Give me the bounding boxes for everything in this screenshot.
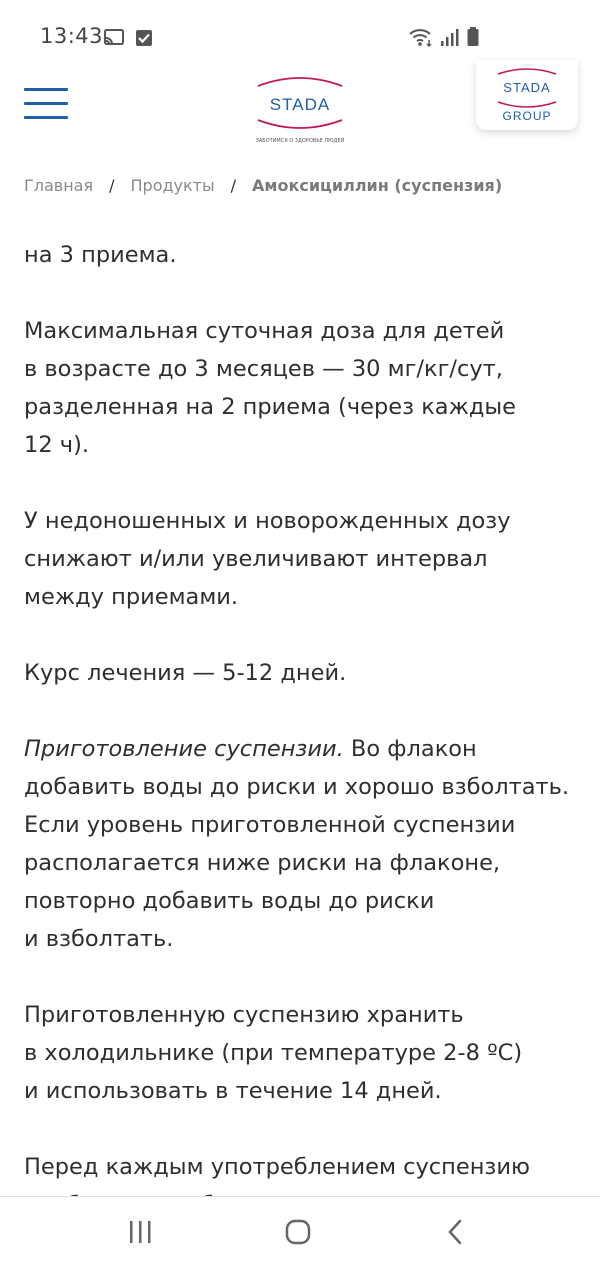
paragraph-premature (24, 502, 584, 616)
text-line: Приготовленную суспензию хранить (24, 1002, 464, 1028)
menu-line-icon (24, 116, 68, 119)
paragraph-preparation (24, 730, 584, 958)
home-button[interactable] (278, 1215, 318, 1249)
stada-group-logo[interactable] (476, 60, 578, 130)
text-line: в холодильнике (при температуре 2-8 ºC) (24, 1040, 523, 1066)
hamburger-menu-button[interactable] (24, 88, 68, 120)
battery-icon (466, 26, 480, 52)
text-line: Максимальная суточная доза для детей (24, 318, 505, 344)
text-line: У недоношенных и новорожденных дозу (24, 508, 511, 534)
text-line: и взболтать. (24, 926, 174, 952)
paragraph-dosing-end (24, 236, 584, 274)
back-button[interactable] (436, 1215, 476, 1249)
system-navigation-bar (0, 1196, 600, 1266)
breadcrumb-home-link[interactable]: Главная (24, 176, 94, 195)
text-line: Курс лечения — 5-12 дней. (24, 660, 347, 686)
recent-apps-icon (120, 1215, 160, 1249)
group-logo-line1: STADA (503, 80, 551, 95)
text-line: Перед каждым употреблением суспензию (24, 1154, 530, 1180)
recent-apps-button[interactable] (120, 1215, 160, 1249)
logo-text: STADA (269, 95, 331, 114)
logo-tagline: ЗАБОТИМСЯ О ЗДОРОВЬЕ ЛЮДЕЙ (255, 138, 345, 144)
breadcrumb-separator: / (230, 176, 237, 195)
product-description (24, 210, 584, 1198)
status-icons-right (408, 26, 480, 52)
group-logo-line2: GROUP (502, 109, 552, 123)
paragraph-max-dose (24, 312, 584, 464)
status-time: 13:43 (40, 24, 104, 48)
text-fragment: Во флакон (343, 736, 477, 762)
cast-icon (103, 28, 125, 52)
stada-logo[interactable] (248, 68, 352, 146)
text-line: Если уровень приготовленной суспензии (24, 812, 516, 838)
breadcrumb-products-link[interactable]: Продукты (130, 176, 215, 195)
site-header (0, 60, 600, 150)
status-icons-left (103, 28, 153, 52)
paragraph-course (24, 654, 584, 692)
breadcrumb (24, 176, 502, 195)
back-icon (436, 1215, 476, 1249)
paragraph-storage (24, 996, 584, 1110)
text-line: 12 ч). (24, 432, 90, 458)
home-icon (278, 1215, 318, 1249)
menu-line-icon (24, 88, 68, 91)
text-line: на 3 приема. (24, 242, 177, 268)
text-line: разделенная на 2 приема (через каждые (24, 394, 517, 420)
text-line: повторно добавить воды до риски (24, 888, 435, 914)
breadcrumb-separator: / (109, 176, 115, 195)
menu-line-icon (24, 102, 68, 105)
wifi-icon (408, 26, 434, 52)
text-line: и использовать в течение 14 дней. (24, 1078, 442, 1104)
text-line: располагается ниже риски на флаконе, (24, 850, 501, 876)
checkbox-icon (135, 28, 153, 52)
signal-icon (440, 27, 460, 51)
breadcrumb-current: Амоксициллин (суспензия) (252, 176, 503, 195)
text-line: в возрасте до 3 месяцев — 30 мг/кг/сут, (24, 356, 503, 382)
text-line: добавить воды до риски и хорошо взболтать. (24, 774, 570, 800)
preparation-heading: Приготовление суспензии. (24, 736, 344, 762)
text-line: снижают и/или увеличивают интервал (24, 546, 488, 572)
text-line: между приемами. (24, 584, 239, 610)
text-line (24, 730, 584, 768)
